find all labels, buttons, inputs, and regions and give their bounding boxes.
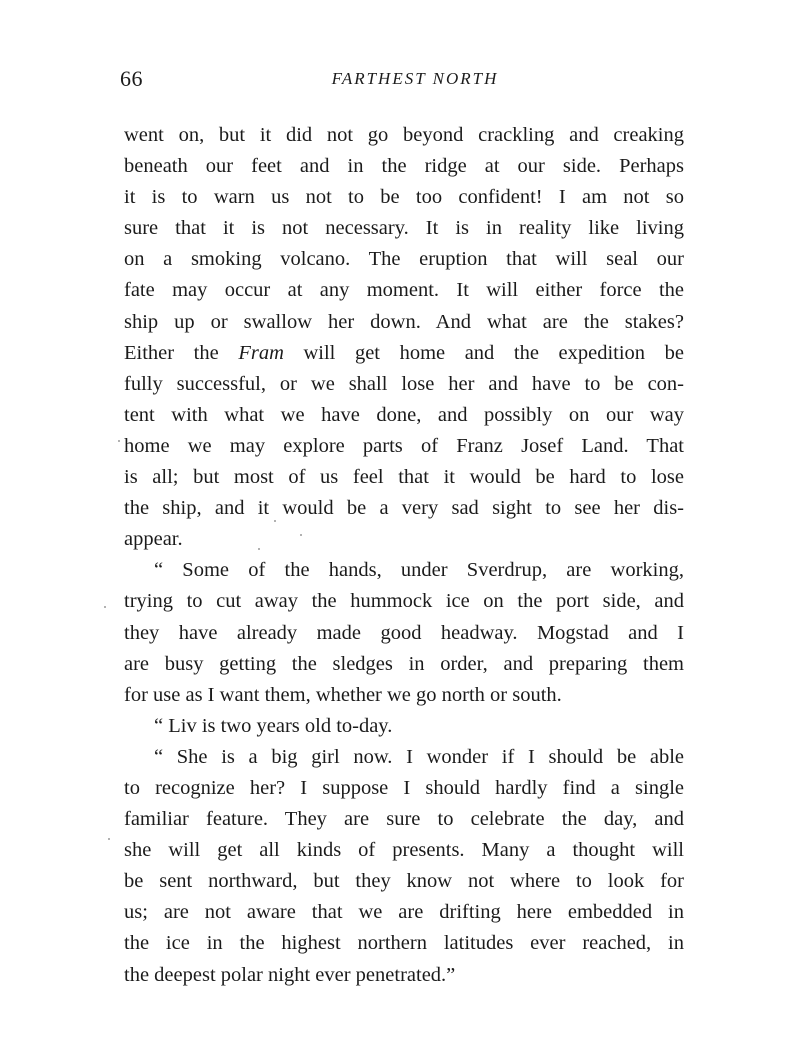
text-line: fate may occur at any moment. It will either force the bbox=[124, 279, 684, 302]
ink-speck bbox=[300, 534, 302, 536]
text-line: “ She is a big girl now. I wonder if I should be able bbox=[154, 745, 684, 768]
text-line: they have already made good headway. Mogstad and I bbox=[124, 621, 684, 644]
body-text bbox=[124, 120, 684, 991]
text-line: tent with what we have done, and possibly on our way bbox=[124, 403, 684, 426]
text-line: appear. bbox=[124, 528, 183, 551]
text-line: be sent northward, but they know not where to look for bbox=[124, 870, 684, 893]
ink-speck bbox=[118, 440, 120, 442]
ink-speck bbox=[104, 606, 106, 608]
text-line: the ship, and it would be a very sad sight to see her dis- bbox=[124, 497, 684, 520]
text-line: on a smoking volcano. The eruption that will seal our bbox=[124, 248, 684, 271]
text-line: home we may explore parts of Franz Josef Land. That bbox=[124, 434, 684, 457]
text-line: the ice in the highest northern latitudes ever reached, in bbox=[124, 932, 684, 955]
text-line: familiar feature. They are sure to celebrate the day, and bbox=[124, 808, 684, 831]
text-line: ship up or swallow her down. And what are the stakes? bbox=[124, 310, 684, 333]
text-line: it is to warn us not to be too confident! I am not so bbox=[124, 186, 684, 209]
text-line: she will get all kinds of presents. Many a thought will bbox=[124, 839, 684, 862]
text-line: us; are not aware that we are drifting here embedded in bbox=[124, 901, 684, 924]
text-line: to recognize her? I suppose I should hardly find a single bbox=[124, 776, 684, 799]
text-line: sure that it is not necessary. It is in reality like living bbox=[124, 217, 684, 240]
running-head bbox=[120, 66, 680, 96]
text-line: for use as I want them, whether we go north or south. bbox=[124, 683, 562, 706]
text-line: the deepest polar night ever penetrated.” bbox=[124, 963, 456, 986]
ship-name: Fram bbox=[238, 341, 284, 364]
ink-speck bbox=[108, 838, 110, 840]
text-line: “ Some of the hands, under Sverdrup, are working, bbox=[154, 559, 684, 582]
text-line: Either the Fram will get home and the expedition be bbox=[124, 341, 684, 364]
text-line: fully successful, or we shall lose her and have to be con- bbox=[124, 372, 684, 395]
text-line: trying to cut away the hummock ice on the port side, and bbox=[124, 590, 684, 613]
text-line: is all; but most of us feel that it would be hard to lose bbox=[124, 466, 684, 489]
text-line: beneath our feet and in the ridge at our side. Perhaps bbox=[124, 155, 684, 178]
text-line: “ Liv is two years old to-day. bbox=[154, 714, 393, 737]
ink-speck bbox=[274, 520, 276, 522]
page-number: 66 bbox=[120, 66, 143, 91]
text-line: are busy getting the sledges in order, and preparing them bbox=[124, 652, 684, 675]
running-title: FARTHEST NORTH bbox=[331, 69, 499, 88]
text-line: went on, but it did not go beyond crackling and creaking bbox=[124, 124, 684, 146]
ink-speck bbox=[258, 548, 260, 550]
